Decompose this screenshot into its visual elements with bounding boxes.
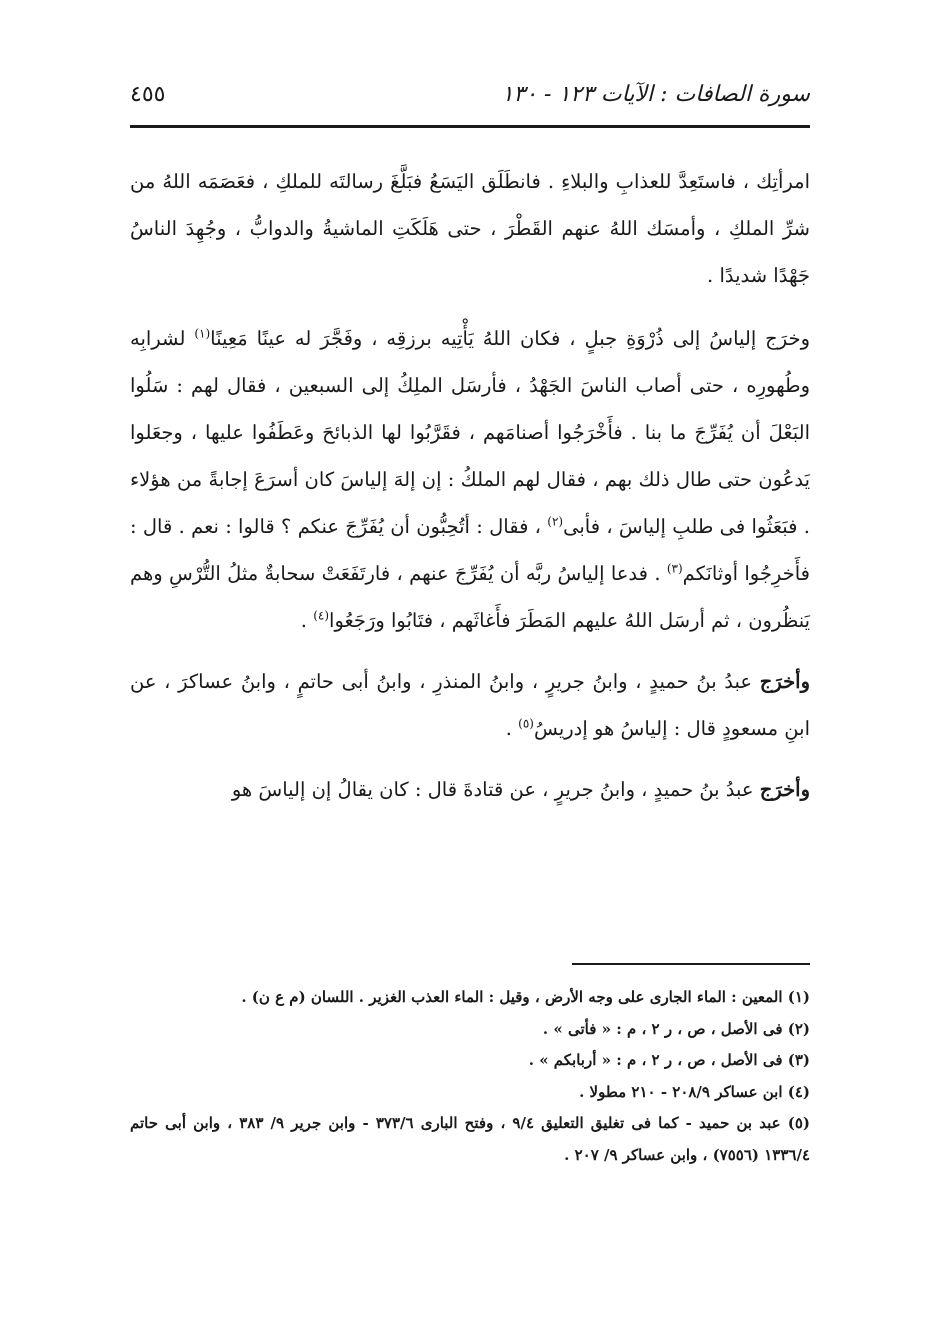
header-title: سورة الصافات : الآيات ١٢٣ - ١٣٠ (501, 82, 810, 107)
footnote-ref[interactable]: (٢) (547, 514, 564, 529)
footnote-ref[interactable]: (١) (194, 326, 211, 341)
footnote-separator (572, 963, 810, 965)
footnotes (130, 982, 810, 1171)
paragraph (130, 315, 810, 644)
paragraph (130, 158, 810, 299)
footnote-ref[interactable]: (٣) (666, 561, 683, 576)
footnote-ref[interactable]: (٤) (313, 608, 330, 623)
paragraph-text: . (300, 609, 314, 632)
main-text (130, 158, 810, 813)
paragraph-text: وخرَج إلياسُ إلى ذُرْوَةِ جبلٍ ، فكان اللهُ يَأْتِيه برزقِه ، وفَجَّرَ له عينًا مَعِينًا (210, 327, 810, 350)
paragraph (130, 766, 810, 813)
footnote: (١) المعين : الماء الجارى على وجه الأرض ، وقيل : الماء العذب الغزير . اللسان (م ع ن) . (241, 988, 810, 1006)
paragraph-text: امرأتِك ، فاستَعِدَّ للعذابِ والبلاءِ . فانطَلَق اليَسَعُ فبَلَّغَ رسالتَه للملكِ ، فعَصَمَه اللهُ من شرِّ الملكِ ، وأمسَك اللهُ عنهم القَطْرَ ، حتى هَلَكَتِ الماشيةُ والدوابُّ ، وجُهِدَ الناسُ جَهْدًا شديدًا . (130, 170, 810, 287)
paragraph-text: . (505, 717, 519, 740)
paragraph-lead-word: وأخرَج (759, 670, 810, 693)
footnote-ref[interactable]: (٥) (518, 716, 534, 731)
paragraph-text: عبدُ بنُ حميدٍ ، وابنُ جريرٍ ، عن قتادةَ قال : كان يقالُ إن إلياسَ هو (231, 778, 760, 801)
footnote: (٢) فى الأصل ، ص ، ر ٢ ، م : « فأتى » . (542, 1019, 810, 1038)
paragraph-text: . فدعا إلياسُ ربَّه أن يُفَرِّجَ عنهم ، فارتَفَعَتْ سحابةٌ مثلُ التُّرْسِ وهم يَنظُرون ، ثم أرسَل اللهُ عليهم المَطَرَ فأَغاثَهم ، فتَابُوا ورَجَعُوا (130, 562, 810, 632)
paragraph (130, 658, 810, 752)
paragraph-text: عبدُ بنُ حميدٍ ، وابنُ جريرٍ ، وابنُ المنذرِ ، وابنُ أبى حاتمٍ ، وابنُ عساكرَ ، عن ابنِ مسعودٍ قال : إلياسُ هو إدريسُ (130, 670, 810, 740)
header-rule (130, 125, 810, 128)
paragraph-text: لشرابِه وطُهورِه ، حتى أصاب الناسَ الجَهْدُ ، فأرسَل الملِكُ إلى السبعين ، فقال لهم : سَلُوا البَعْلَ أن يُفَرِّجَ ما بنا . فأَخْرَجُوا أصنامَهم ، فقَرَّبُوا لها الذبائحَ وعَطَفُوا عليها ، وجعَلوا يَدعُون حتى طال ذلك بهم ، فقال لهم الملكُ : إن إلهَ إلياسَ كان أسرَعَ إجابةً من هؤلاء . فبَعَثُوا فى طلبِ إلياسَ ، فأبى (130, 327, 810, 538)
running-header (130, 82, 810, 118)
footnote: (٥) عبد بن حميد - كما فى تغليق التعليق ٩/٤ ، وفتح البارى ٣٧٣/٦ - وابن جرير ٩/ ٣٨٣ ، وابن أبى حاتم ١٣٣٦/٤ (٧٥٥٦) ، وابن عساكر ٩/ ٢٠٧ . (130, 1114, 810, 1164)
paragraph-lead-word: وأخرَج (759, 778, 810, 801)
footnote: (٣) فى الأصل ، ص ، ر ٢ ، م : « أربابكم » . (528, 1051, 810, 1069)
paragraph-text: ، فقال : أتُحِبُّون أن يُفَرِّجَ عنكم ؟ قالوا : نعم . قال : فأَخرِجُوا أوثانَكم (130, 515, 810, 585)
footnote: (٤) ابن عساكر ٢٠٨/٩ - ٢١٠ مطولا . (579, 1082, 810, 1101)
page-number: ٤٥٥ (130, 82, 166, 107)
